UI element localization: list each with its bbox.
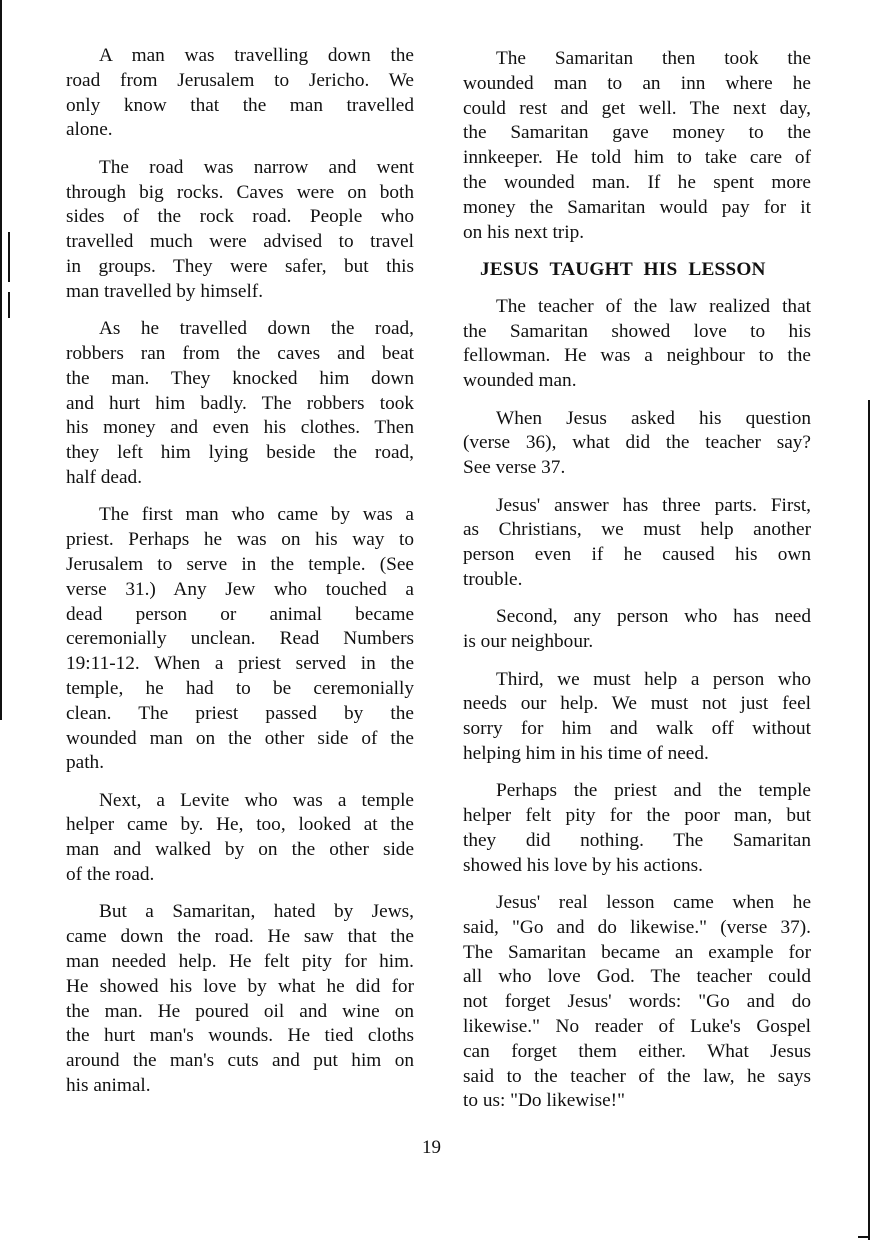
text-line: He showed his love by what he did for — [66, 975, 414, 997]
section-heading: JESUS TAUGHT HIS LESSON — [480, 258, 766, 280]
text-line: sorry for him and walk off without — [463, 718, 811, 740]
text-line: fellowman. He was a neighbour to the — [463, 345, 811, 367]
text-line: wounded man to an inn where he — [463, 72, 811, 94]
paragraph — [66, 317, 414, 491]
text-line: See verse 37. — [463, 457, 566, 479]
text-line: A man was travelling down the — [99, 45, 414, 66]
text-line: But a Samaritan, hated by Jews, — [99, 901, 414, 923]
text-line: in groups. They were safer, but this — [66, 255, 414, 277]
paragraph — [66, 503, 414, 776]
text-line: can forget them either. What Jesus — [463, 1040, 811, 1062]
text-line: When Jesus asked his question — [496, 407, 811, 429]
text-line: Jesus' real lesson came when he — [496, 892, 811, 914]
text-line: came down the road. He saw that the — [66, 926, 414, 948]
text-line: helper felt pity for the poor man, but — [463, 805, 811, 827]
text-line: they did nothing. The Samaritan — [463, 829, 811, 851]
text-line: path. — [66, 752, 105, 774]
paragraph — [463, 891, 811, 1114]
text-line: the wounded man. If he spent more — [463, 171, 811, 193]
scan-edge-bottom — [858, 1236, 870, 1238]
text-line: his money and even his clothes. Then — [66, 417, 414, 439]
text-line: helping him in his time of need. — [463, 742, 709, 764]
text-line: half dead. — [66, 466, 143, 488]
text-line: temple, he had to be ceremonially — [66, 677, 414, 699]
text-line: Jerusalem to serve in the temple. (See — [66, 553, 414, 575]
paragraph — [463, 407, 811, 481]
text-line: travelled much were advised to travel — [66, 231, 414, 253]
text-line: sides of the rock road. People who — [66, 206, 414, 228]
text-line: innkeeper. He told him to take care of — [463, 147, 811, 169]
text-line: could rest and get well. The next day, — [463, 97, 811, 119]
text-line: Perhaps the priest and the temple — [496, 780, 811, 802]
text-line: only know that the man travelled — [66, 94, 414, 116]
paragraph — [463, 668, 811, 767]
text-line: said, "Go and do likewise." (verse 37). — [463, 916, 811, 938]
text-line: and hurt him badly. The robbers took — [66, 392, 414, 414]
text-line: The Samaritan became an example for — [463, 941, 811, 963]
text-line: ceremonially unclean. Read Numbers — [66, 628, 414, 650]
text-line: man travelled by himself. — [66, 280, 264, 302]
paragraph — [463, 47, 811, 245]
text-line: The teacher of the law realized that — [496, 295, 811, 317]
text-line: trouble. — [463, 568, 523, 590]
text-line: alone. — [66, 119, 113, 141]
text-line: priest. Perhaps he was on his way to — [66, 529, 414, 551]
text-line: road from Jerusalem to Jericho. We — [66, 69, 414, 91]
text-line: said to the teacher of the law, he says — [463, 1065, 811, 1087]
text-line: to us: "Do likewise!" — [463, 1090, 625, 1112]
right-column — [463, 47, 811, 1127]
text-line: through big rocks. Caves were on both — [66, 181, 414, 203]
scan-edge-right — [868, 400, 870, 1240]
text-line: as Christians, we must help another — [463, 519, 811, 541]
text-line: The Samaritan then took the — [496, 48, 811, 69]
text-line: the hurt man's wounds. He tied cloths — [66, 1025, 414, 1047]
text-line: robbers ran from the caves and beat — [66, 342, 414, 364]
text-line: around the man's cuts and put him on — [66, 1050, 414, 1072]
page-number: 19 — [422, 1137, 441, 1158]
text-line: Second, any person who has need — [496, 606, 811, 628]
text-line: the Samaritan gave money to the — [463, 122, 811, 144]
scan-mark — [8, 292, 10, 318]
paragraph — [66, 900, 414, 1098]
text-line: on his next trip. — [463, 221, 585, 243]
paragraph — [66, 44, 414, 143]
text-line: verse 31.) Any Jew who touched a — [66, 578, 414, 600]
paragraph — [463, 605, 811, 655]
text-line: showed his love by his actions. — [463, 854, 703, 876]
paragraph — [66, 789, 414, 888]
text-line: likewise." No reader of Luke's Gospel — [463, 1016, 811, 1038]
paragraph — [463, 295, 811, 394]
text-line: the man. They knocked him down — [66, 367, 414, 389]
scan-mark — [8, 232, 10, 282]
text-line: clean. The priest passed by the — [66, 702, 414, 724]
left-column — [66, 44, 414, 1111]
text-line: Next, a Levite who was a temple — [99, 789, 414, 811]
text-line: As he travelled down the road, — [99, 318, 414, 340]
text-line: of the road. — [66, 864, 155, 886]
text-line: the man. He poured oil and wine on — [66, 1000, 414, 1022]
text-line: money the Samaritan would pay for it — [463, 196, 811, 218]
paragraph — [463, 779, 811, 878]
text-line: wounded man on the other side of the — [66, 727, 414, 749]
text-line: needs our help. We must not just feel — [463, 693, 811, 715]
text-line: person even if he caused his own — [463, 544, 811, 566]
text-line: they left him lying beside the road, — [66, 442, 414, 464]
text-line: man needed help. He felt pity for him. — [66, 951, 414, 973]
text-line: The first man who came by was a — [99, 504, 414, 526]
text-line: Jesus' answer has three parts. First, — [496, 494, 811, 516]
scan-edge-left — [0, 0, 2, 720]
text-line: dead person or animal became — [66, 603, 414, 625]
text-line: all who love God. The teacher could — [463, 966, 811, 988]
text-line: The road was narrow and went — [99, 156, 414, 178]
text-line: is our neighbour. — [463, 631, 594, 653]
paragraph — [463, 494, 811, 593]
text-line: Third, we must help a person who — [496, 668, 811, 690]
paragraph — [66, 156, 414, 305]
text-line: his animal. — [66, 1075, 151, 1097]
text-line: helper came by. He, too, looked at the — [66, 814, 414, 836]
text-line: 19:11-12. When a priest served in the — [66, 653, 414, 675]
text-line: (verse 36), what did the teacher say? — [463, 432, 811, 454]
text-line: the Samaritan showed love to his — [463, 320, 811, 342]
text-line: not forget Jesus' words: "Go and do — [463, 991, 811, 1013]
text-line: man and walked by on the other side — [66, 839, 414, 861]
text-line: wounded man. — [463, 370, 577, 392]
